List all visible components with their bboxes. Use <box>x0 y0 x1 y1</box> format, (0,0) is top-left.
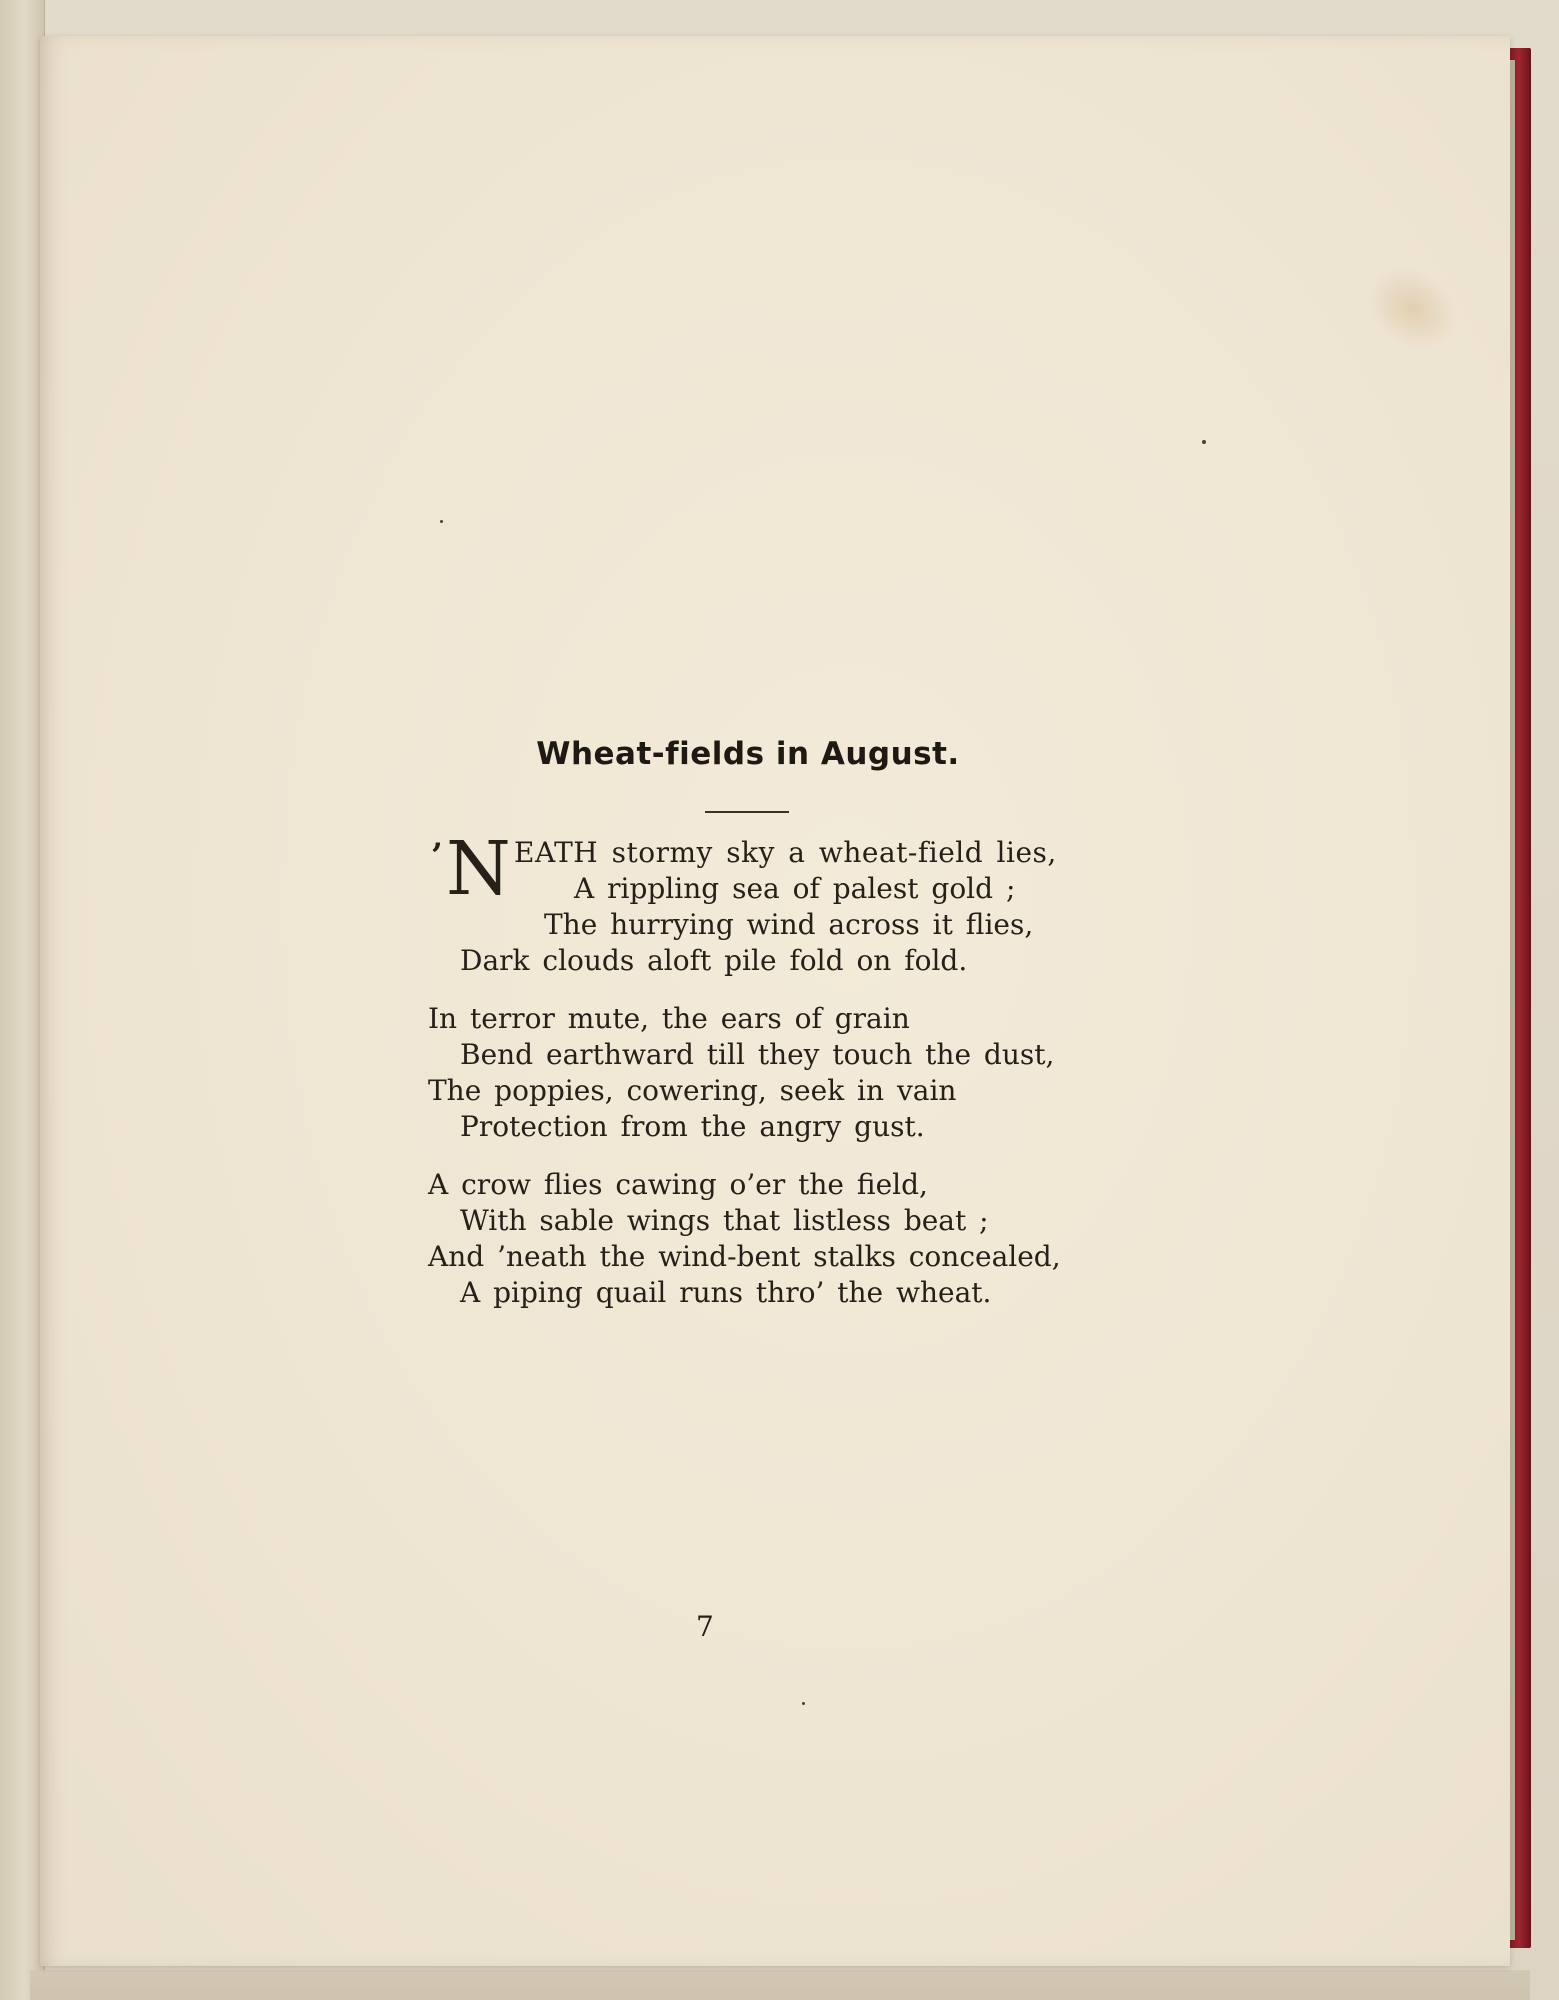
poem-line: Bend earthward till they touch the dust, <box>460 1038 1055 1071</box>
poem-line: A rippling sea of palest gold ; <box>574 872 1016 905</box>
paper-speck <box>802 1702 805 1705</box>
poem-line: And ’neath the wind-bent stalks concealed, <box>428 1240 1061 1273</box>
poem-line: A crow flies cawing o’er the field, <box>428 1168 928 1201</box>
left-page-edge <box>0 0 45 2000</box>
poem-line: In terror mute, the ears of grain <box>428 1002 910 1035</box>
poem-line: The hurrying wind across it flies, <box>544 908 1034 941</box>
poem-title: Wheat-fields in August. <box>536 736 960 772</box>
poem-line: With sable wings that listless beat ; <box>460 1204 989 1237</box>
poem-line: Protection from the angry gust. <box>460 1110 925 1143</box>
paper-speck <box>1202 440 1206 444</box>
title-rule <box>705 811 789 813</box>
poem-line: EATH stormy sky a wheat-field lies, <box>514 836 1057 869</box>
drop-cap-apostrophe: ’ <box>431 836 443 876</box>
page-number: 7 <box>696 1610 714 1643</box>
book-page <box>40 36 1510 1966</box>
paper-stain <box>1352 251 1473 367</box>
poem-line: Dark clouds aloft pile fold on fold. <box>460 944 968 977</box>
page-bottom-shadow <box>30 1970 1530 2000</box>
poem-line: A piping quail runs thro’ the wheat. <box>460 1276 992 1309</box>
poem-line: The poppies, cowering, seek in vain <box>428 1074 957 1107</box>
drop-cap-letter: N <box>446 826 511 912</box>
paper-speck <box>440 520 443 523</box>
